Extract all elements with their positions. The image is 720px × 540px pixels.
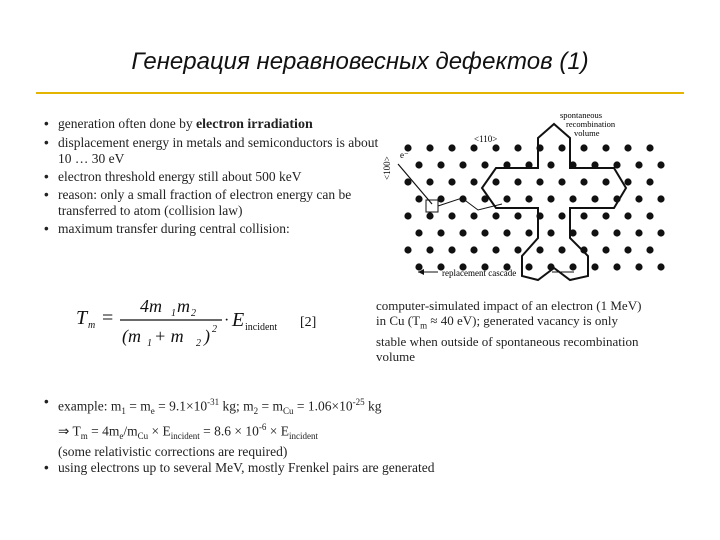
atom-dot <box>558 144 565 151</box>
ex-sub: e <box>150 406 155 417</box>
atom-dot <box>591 161 598 168</box>
atom-dot <box>580 212 587 219</box>
atom-dot <box>459 229 466 236</box>
ex-text: = m <box>258 398 283 414</box>
atom-dot <box>404 212 411 219</box>
title-divider <box>36 92 684 94</box>
atom-dot <box>591 263 598 270</box>
atom-dot <box>470 212 477 219</box>
ex-text: × E <box>148 423 171 439</box>
formula-den-open: (m <box>122 326 141 346</box>
atom-dot <box>558 178 565 185</box>
ex-sup: -31 <box>207 397 220 407</box>
atom-dot <box>547 263 554 270</box>
atom-dot <box>492 144 499 151</box>
atom-dot <box>558 212 565 219</box>
ex-text: = 9.1×10 <box>154 398 208 414</box>
atom-dot <box>657 229 664 236</box>
atom-dot <box>448 144 455 151</box>
bullet-threshold-energy: • electron threshold energy still about 500 keV <box>44 169 384 185</box>
atom-dot <box>481 229 488 236</box>
bullet-list <box>44 116 384 239</box>
atom-dot <box>415 263 422 270</box>
formula-num-m2: m <box>177 296 190 316</box>
electron-path <box>398 164 432 204</box>
formula-den-plus: + m <box>154 326 184 346</box>
atom-dot <box>591 229 598 236</box>
formula-den-s1: 1 <box>147 338 152 349</box>
bullet-text: generation often done by <box>58 116 196 131</box>
ex-text: = 1.06×10 <box>293 398 353 414</box>
formula-den-exp: 2 <box>212 324 217 335</box>
atom-dot <box>448 246 455 253</box>
svg-text:=: = <box>102 307 114 329</box>
bullet-example <box>44 394 684 419</box>
atom-dot <box>437 161 444 168</box>
label-recombination: recombination <box>566 119 616 129</box>
atom-dot <box>646 144 653 151</box>
atom-dot <box>481 161 488 168</box>
atom-dot <box>624 178 631 185</box>
slide-title: Генерация неравновесных дефектов (1) <box>131 48 589 75</box>
ex-text: kg <box>364 398 382 414</box>
ex-sub: Cu <box>137 431 149 442</box>
atom-dot <box>470 144 477 151</box>
atom-dot <box>514 246 521 253</box>
caption-line-1: computer-simulated impact of an electron (1 MeV) <box>376 298 642 313</box>
caption-text: ≈ 40 eV); generated vacancy is only <box>427 313 618 328</box>
atom-dot <box>602 178 609 185</box>
ex-sub: 1 <box>121 406 126 417</box>
caption-line-4: volume <box>376 348 415 364</box>
vacancy-marker <box>426 200 438 212</box>
atom-dot <box>635 263 642 270</box>
atom-dot <box>492 212 499 219</box>
atom-dot <box>569 195 576 202</box>
formula-den-s2: 2 <box>196 338 201 349</box>
atom-dot <box>536 144 543 151</box>
ex-text: ⇒ T <box>58 423 81 439</box>
atom-dot <box>481 195 488 202</box>
example-list <box>44 394 684 476</box>
atom-dot <box>580 144 587 151</box>
ex-sub: Cu <box>282 406 294 417</box>
atom-dot <box>470 246 477 253</box>
formula-lhs-sub: m <box>88 320 96 331</box>
atom-dot <box>415 161 422 168</box>
atom-dot <box>657 263 664 270</box>
atom-dot <box>613 263 620 270</box>
ex-text: example: m <box>58 398 122 414</box>
atom-dot <box>426 178 433 185</box>
atom-dot <box>415 229 422 236</box>
atom-dot <box>635 229 642 236</box>
label-spontaneous: spontaneous <box>560 110 603 120</box>
bullet-electron-irradiation <box>44 116 384 133</box>
formula-ref: [2] <box>300 315 317 330</box>
atom-dot <box>646 212 653 219</box>
formula-num-m1-sub: 1 <box>171 308 176 319</box>
atom-dot <box>448 178 455 185</box>
atom-dot <box>404 246 411 253</box>
atom-dot <box>536 178 543 185</box>
atom-dot <box>547 161 554 168</box>
atom-dot <box>470 178 477 185</box>
caption-text: in Cu (T <box>376 313 421 328</box>
label-110: <110> <box>474 134 498 144</box>
label-replacement-cascade: replacement cascade <box>442 268 517 278</box>
atom-dot <box>536 212 543 219</box>
formula-numerator: 4m <box>140 296 162 316</box>
atom-dot <box>646 178 653 185</box>
atom-dot <box>514 212 521 219</box>
atom-dot <box>613 161 620 168</box>
atom-dot <box>415 195 422 202</box>
atom-dot <box>569 263 576 270</box>
atom-dot <box>657 195 664 202</box>
atom-dot <box>657 161 664 168</box>
ex-text: kg; m <box>219 398 254 414</box>
atom-dot <box>514 178 521 185</box>
atom-dot <box>492 178 499 185</box>
atom-dot <box>602 246 609 253</box>
atom-dot <box>635 161 642 168</box>
formula-energy: E <box>232 309 245 331</box>
atom-dot <box>602 144 609 151</box>
atom-dot <box>613 195 620 202</box>
atom-dot <box>514 144 521 151</box>
ex-sup: -25 <box>352 397 365 407</box>
atom-dot <box>525 195 532 202</box>
formula-energy-sub: incident <box>245 322 278 333</box>
atom-dot <box>624 246 631 253</box>
atom-dot <box>437 229 444 236</box>
ex-sup: -6 <box>258 422 267 433</box>
ex-text: /m <box>123 423 138 439</box>
atom-dot <box>426 212 433 219</box>
atom-dot <box>569 229 576 236</box>
atom-dot <box>525 229 532 236</box>
bullet-displacement-energy: • displacement energy in metals and semiconductors is about 10 … 30 eV <box>44 135 384 167</box>
atom-dot <box>646 246 653 253</box>
formula-num-m2-sub: 2 <box>191 308 196 319</box>
atom-dot <box>525 161 532 168</box>
atom-dot <box>448 212 455 219</box>
atom-dot <box>426 246 433 253</box>
atom-dot <box>547 229 554 236</box>
atom-dot <box>536 246 543 253</box>
atom-dot <box>635 195 642 202</box>
ex-sub: e <box>119 431 124 442</box>
atom-dot <box>624 212 631 219</box>
ex-sub: 2 <box>253 406 259 417</box>
atom-dot <box>503 229 510 236</box>
ex-sub: m <box>80 431 88 442</box>
ex-text: = 8.6 × 10 <box>199 423 259 439</box>
bullet-emphasis: electron irradiation <box>195 117 313 132</box>
caption-line-3: stable when outside of spontaneous recombination <box>376 333 639 349</box>
atom-dot <box>569 161 576 168</box>
example-derivation <box>44 419 684 444</box>
atom-dot <box>426 144 433 151</box>
label-volume: volume <box>574 128 600 138</box>
ex-sub: incident <box>288 431 318 442</box>
atom-dot <box>580 246 587 253</box>
atom-dot <box>624 144 631 151</box>
bullet-frenkel-pairs: • using electrons up to several MeV, mostly Frenkel pairs are generated <box>44 460 684 476</box>
example-note: (some relativistic corrections are required) <box>58 444 288 460</box>
atom-dot <box>591 195 598 202</box>
atom-dot <box>503 161 510 168</box>
ex-sub: incident <box>170 431 200 442</box>
label-electron: e⁻ <box>400 150 409 160</box>
caption-line-2 <box>376 313 676 334</box>
bullet-maximum-transfer: • maximum transfer during central collision: <box>44 221 384 237</box>
atom-dot <box>558 246 565 253</box>
atom-dot <box>613 229 620 236</box>
ex-text: × E <box>266 423 289 439</box>
formula-times: · <box>224 312 230 329</box>
max-transfer-formula <box>74 290 334 350</box>
bullet-reason: • reason: only a small fraction of electron energy can be transferred to atom (collision law) <box>44 187 384 219</box>
label-100: <100> <box>382 156 392 180</box>
atom-dot <box>492 246 499 253</box>
figure-caption <box>376 298 676 364</box>
electron-impact-figure <box>378 108 678 290</box>
formula-lhs: T <box>76 307 88 329</box>
atom-dot <box>459 161 466 168</box>
atom-dot <box>547 195 554 202</box>
atom-dot <box>525 263 532 270</box>
caption-sub: m <box>420 320 428 331</box>
ex-text: = m <box>125 398 151 414</box>
ex-text: = 4m <box>87 423 120 439</box>
atom-dot <box>580 178 587 185</box>
formula-den-close: ) <box>204 326 210 346</box>
atom-dot <box>602 212 609 219</box>
atom-dot <box>503 195 510 202</box>
